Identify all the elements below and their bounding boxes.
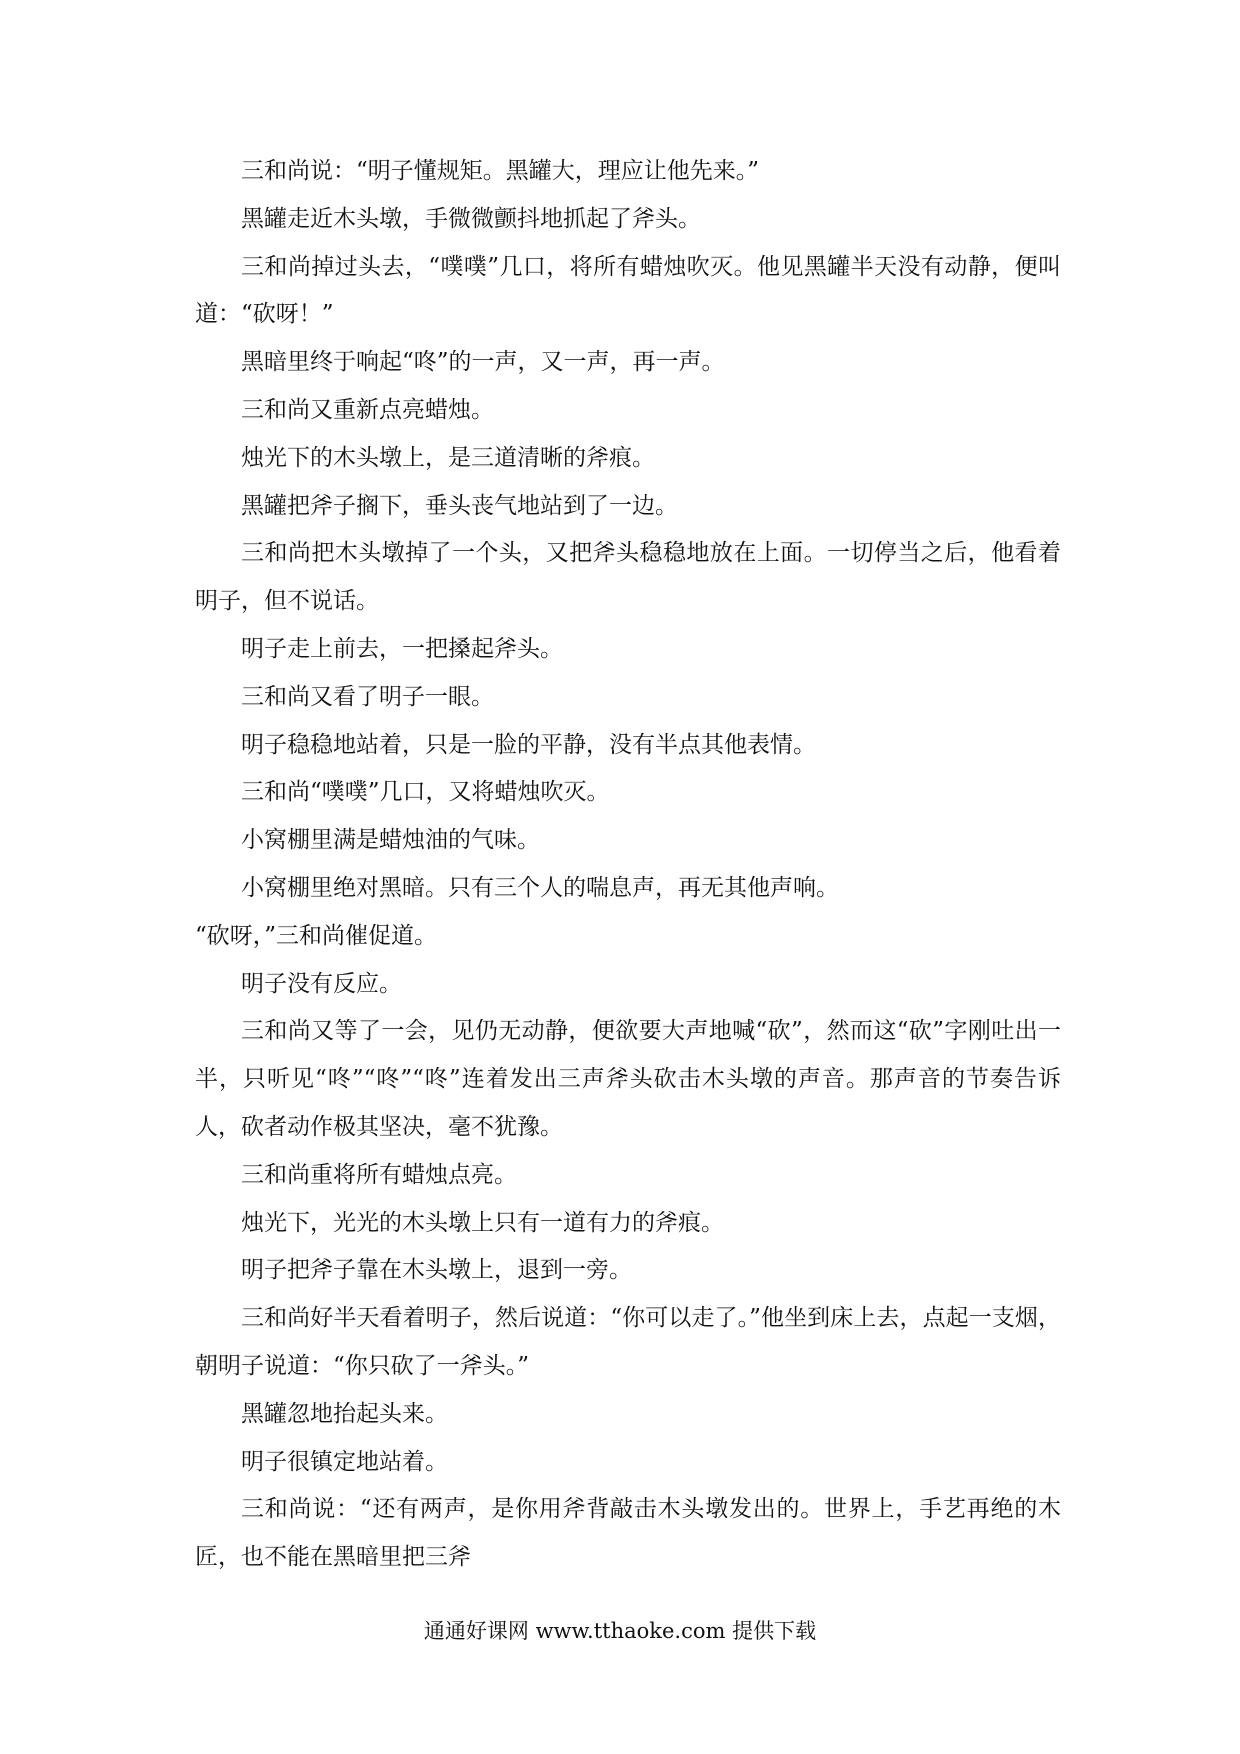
paragraph: 明子很镇定地站着。 (241, 1448, 448, 1475)
paragraph: 烛光下的木头墩上，是三道清晰的斧痕。 (241, 444, 655, 471)
paragraph: 三和尚又等了一会，见仍无动静，便欲要大声地喊“砍”，然而这“砍”字刚吐出一半，只听见“咚”“咚”“咚”连着发出三声斧头砍击木头墩的声音。那声音的节奏告诉人，砍者动作极其坚决，毫不犹豫。 (195, 1018, 1061, 1140)
paragraph: 明子没有反应。 (241, 970, 402, 997)
paragraph: 三和尚重将所有蜡烛点亮。 (241, 1161, 517, 1188)
paragraph: 明子把斧子靠在木头墩上，退到一旁。 (241, 1257, 632, 1284)
paragraph: 三和尚说：“还有两声，是你用斧背敲击木头墩发出的。世界上，手艺再绝的木匠，也不能在黑暗里把三斧 (195, 1496, 1061, 1571)
paragraph: 黑罐忽地抬起头来。 (241, 1400, 448, 1427)
paragraph: 三和尚“噗噗”几口，又将蜡烛吹灭。 (241, 779, 610, 806)
paragraph: 明子走上前去，一把搡起斧头。 (241, 635, 563, 662)
body-text (195, 148, 1061, 1582)
paragraph: “砍呀，”三和尚催促道。 (195, 922, 438, 949)
paragraph: 三和尚又重新点亮蜡烛。 (241, 396, 494, 423)
paragraph: 三和尚掉过头去，“噗噗”几口，将所有蜡烛吹灭。他见黑罐半天没有动静，便叫道：“砍呀！” (195, 253, 1061, 328)
paragraph: 三和尚把木头墩掉了一个头，又把斧头稳稳地放在上面。一切停当之后，他看着明子，但不说话。 (195, 540, 1061, 615)
paragraph: 明子稳稳地站着，只是一脸的平静，没有半点其他表情。 (241, 731, 816, 758)
paragraph: 黑罐把斧子搁下，垂头丧气地站到了一边。 (241, 492, 678, 519)
paragraph: 烛光下，光光的木头墩上只有一道有力的斧痕。 (241, 1209, 724, 1236)
paragraph: 三和尚好半天看着明子，然后说道：“你可以走了。”他坐到床上去，点起一支烟，朝明子说道：“你只砍了一斧头。” (195, 1305, 1061, 1379)
paragraph: 三和尚又看了明子一眼。 (241, 683, 494, 710)
paragraph: 小窝棚里满是蜡烛油的气味。 (241, 827, 540, 854)
footer-source-note: 通通好课网 www.tthaoke.com 提供下载 (423, 1619, 817, 1643)
paragraph: 黑罐走近木头墩，手微微颤抖地抓起了斧头。 (241, 205, 701, 232)
paragraph: 三和尚说：“明子懂规矩。黑罐大，理应让他先来。” (241, 158, 760, 184)
paragraph: 黑暗里终于响起“咚”的一声，又一声，再一声。 (241, 349, 725, 376)
paragraph: 小窝棚里绝对黑暗。只有三个人的喘息声，再无其他声响。 (241, 874, 839, 901)
